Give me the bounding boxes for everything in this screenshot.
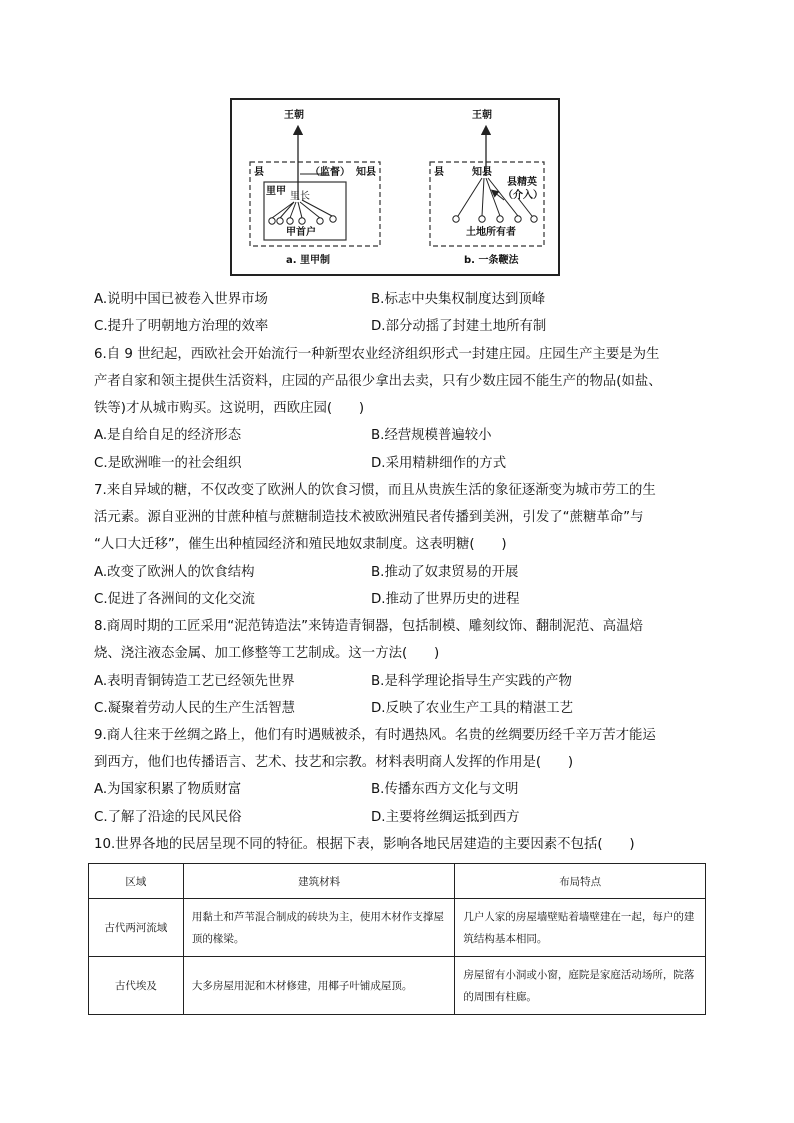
table-cell-layout: 几户人家的房屋墙壁贴着墙壁建在一起，每户的建筑结构基本相同。 — [455, 899, 706, 957]
q8-option-d: D.反映了农业生产工具的精湛工艺 — [371, 701, 574, 716]
q9-option-d: D.主要将丝绸运抵到西方 — [371, 810, 520, 825]
q7-option-b: B.推动了奴隶贸易的开展 — [371, 565, 519, 580]
table-row — [89, 899, 706, 957]
county-elite-label: 县精英 — [507, 177, 537, 188]
q6-option-b: B.经营规模普遍较小 — [371, 428, 492, 443]
q8-stem-line-2: 烧、浇注液态金属、加工修整等工艺制成。这一方法( ) — [94, 646, 440, 661]
table-cell-materials: 用黏土和芦苇混合制成的砖块为主，使用木材作支撑屋顶的椽梁。 — [183, 899, 455, 957]
dwelling-table — [88, 863, 706, 1015]
households-label: 甲首户 — [286, 227, 316, 238]
lizhang-label: 里长 — [290, 191, 310, 202]
lijia-label: 里甲 — [266, 186, 286, 197]
q9-stem-line-1: 9.商人往来于丝绸之路上，他们有时遇贼被杀，有时遇热风。名贵的丝绸要历经千辛万苦才能运 — [94, 728, 656, 743]
q9-stem-line-2: 到西方，他们也传播语言、艺术、技艺和宗教。材料表明商人发挥的作用是( ) — [94, 755, 574, 770]
header-region: 区域 — [89, 864, 184, 899]
landowners-label: 土地所有者 — [466, 227, 516, 238]
left-magistrate-label: 知县 — [356, 167, 376, 178]
q10-stem: 10.世界各地的民居呈现不同的特征。根据下表，影响各地民居建造的主要因素不包括( ) — [94, 837, 635, 852]
q7-option-c: C.促进了各洲间的文化交流 — [94, 592, 255, 607]
q6-stem-line-1: 6.自 9 世纪起，西欧社会开始流行一种新型农业经济组织形式一封建庄园。庄园生产主要是为生 — [94, 347, 660, 362]
q7-stem-line-1: 7.来自异域的糖，不仅改变了欧洲人的饮食习惯，而且从贵族生活的象征逐渐变为城市劳工的生 — [94, 483, 656, 498]
q8-option-a: A.表明青铜铸造工艺已经领先世界 — [94, 674, 295, 689]
q9-option-a: A.为国家积累了物质财富 — [94, 782, 242, 797]
table-cell-materials: 大多房屋用泥和木材修建，用椰子叶铺成屋顶。 — [183, 957, 455, 1015]
left-dynasty-label: 王朝 — [284, 110, 304, 121]
q5-option-c: C.提升了明朝地方治理的效率 — [94, 319, 269, 334]
q8-option-c: C.凝聚着劳动人民的生产生活智慧 — [94, 701, 296, 716]
table-cell-region: 古代埃及 — [89, 957, 184, 1015]
q6-option-c: C.是欧洲唯一的社会组织 — [94, 456, 242, 471]
q6-stem-line-3: 铁等)才从城市购买。这说明，西欧庄园( ) — [94, 401, 365, 416]
q7-stem-line-3: “人口大迁移”，催生出种植园经济和殖民地奴隶制度。这表明糖( ) — [94, 537, 507, 552]
intervene-label: （介入） — [503, 190, 543, 201]
right-dynasty-label: 王朝 — [472, 110, 492, 121]
left-supervise-label: （监督） — [310, 167, 350, 178]
q6-option-d: D.采用精耕细作的方式 — [371, 456, 507, 471]
table-row — [89, 957, 706, 1015]
q5-option-d: D.部分动摇了封建土地所有制 — [371, 319, 547, 334]
q7-option-d: D.推动了世界历史的进程 — [371, 592, 520, 607]
q8-stem-line-1: 8.商周时期的工匠采用“泥范铸造法”来铸造青铜器，包括制模、雕刻纹饰、翻制泥范、高温焙 — [94, 619, 643, 634]
header-layout: 布局特点 — [455, 864, 706, 899]
right-caption: b. 一条鞭法 — [464, 255, 519, 266]
table-cell-layout: 房屋留有小洞或小窗，庭院是家庭活动场所，院落的周围有柱廊。 — [455, 957, 706, 1015]
right-county-label: 县 — [434, 167, 444, 178]
q6-stem-line-2: 产者自家和领主提供生活资料，庄园的产品很少拿出去卖，只有少数庄园不能生产的物品(如盐、 — [94, 374, 662, 389]
q5-option-a: A.说明中国已被卷入世界市场 — [94, 292, 268, 307]
q8-option-b: B.是科学理论指导生产实践的产物 — [371, 674, 572, 689]
right-magistrate-label: 知县 — [472, 167, 492, 178]
q5-option-b: B.标志中央集权制度达到顶峰 — [371, 292, 546, 307]
q6-option-a: A.是自给自足的经济形态 — [94, 428, 242, 443]
q7-option-a: A.改变了欧洲人的饮食结构 — [94, 565, 255, 580]
q9-option-b: B.传播东西方文化与文明 — [371, 782, 519, 797]
left-caption: a. 里甲制 — [286, 255, 331, 266]
q9-option-c: C.了解了沿途的民风民俗 — [94, 810, 242, 825]
table-header-row — [89, 864, 706, 899]
q7-stem-line-2: 活元素。源自亚洲的甘蔗种植与蔗糖制造技术被欧洲殖民者传播到美洲，引发了“蔗糖革命”与 — [94, 510, 644, 525]
governance-diagram — [230, 98, 560, 276]
left-county-label: 县 — [254, 167, 264, 178]
table-cell-region: 古代两河流域 — [89, 899, 184, 957]
header-materials: 建筑材料 — [183, 864, 455, 899]
